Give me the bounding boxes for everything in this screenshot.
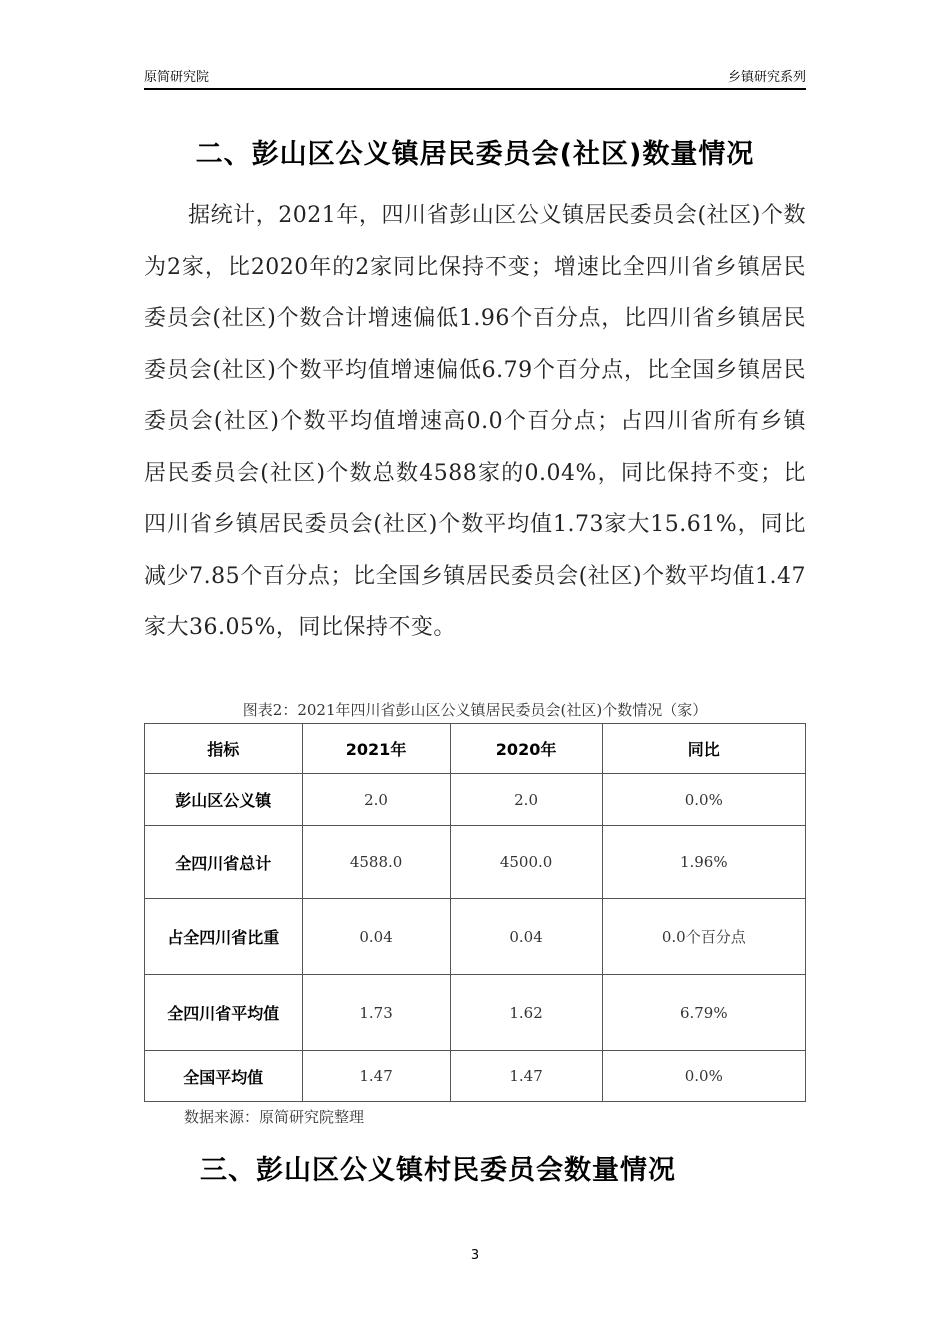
- table-row: [145, 899, 806, 975]
- cell-2021: 4588.0: [302, 826, 450, 899]
- header-2021: 2021年: [302, 724, 450, 774]
- cell-yoy: 1.96%: [602, 826, 805, 899]
- header-yoy: 同比: [602, 724, 805, 774]
- cell-2020: 4500.0: [450, 826, 602, 899]
- row-label: 全国平均值: [145, 1051, 303, 1102]
- section-2-title: 二、彭山区公义镇居民委员会(社区)数量情况: [195, 139, 755, 170]
- header-indicator: 指标: [145, 724, 303, 774]
- header-series: 乡镇研究系列: [727, 70, 806, 85]
- table-row: [145, 826, 806, 899]
- cell-2020: 1.62: [450, 975, 602, 1051]
- cell-yoy: 0.0%: [602, 774, 805, 826]
- cell-2021: 1.73: [302, 975, 450, 1051]
- cell-2020: 1.47: [450, 1051, 602, 1102]
- table-row: [145, 975, 806, 1051]
- cell-2021: 1.47: [302, 1051, 450, 1102]
- cell-2020: 0.04: [450, 899, 602, 975]
- data-table: [144, 723, 806, 1102]
- table-row: [145, 1051, 806, 1102]
- table-caption: 图表2：2021年四川省彭山区公义镇居民委员会(社区)个数情况（家）: [242, 701, 708, 719]
- section-3-title: 三、彭山区公义镇村民委员会数量情况: [200, 1155, 676, 1186]
- page-header: [144, 66, 806, 90]
- cell-2020: 2.0: [450, 774, 602, 826]
- data-source-note: 数据来源：原简研究院整理: [184, 1108, 365, 1126]
- cell-yoy: 0.0%: [602, 1051, 805, 1102]
- header-publisher: 原简研究院: [144, 70, 210, 85]
- page-number: 3: [470, 1248, 480, 1263]
- cell-2021: 0.04: [302, 899, 450, 975]
- row-label: 占全四川省比重: [145, 899, 303, 975]
- table-row: [145, 774, 806, 826]
- row-label: 彭山区公义镇: [145, 774, 303, 826]
- section-2-paragraph: 据统计，2021年，四川省彭山区公义镇居民委员会(社区)个数为2家，比2020年的2家同比保持不变；增速比全四川省乡镇居民委员会(社区)个数合计增速偏低1.96个百分点，比四川省乡镇居民委员会(社区)个数平均值增速偏低6.79个百分点，比全国乡镇居民委员会(社区)个数平均值增速高0.0个百分点；占四川省所有乡镇居民委员会(社区)个数总数4588家的0.04%，同比保持不变；比四川省乡镇居民委员会(社区)个数平均值1.73家大15.61%，同比减少7.85个百分点；比全国乡镇居民委员会(社区)个数平均值1.47家大36.05%，同比保持不变。: [144, 203, 806, 640]
- row-label: 全四川省总计: [145, 826, 303, 899]
- cell-2021: 2.0: [302, 774, 450, 826]
- header-2020: 2020年: [450, 724, 602, 774]
- cell-yoy: 0.0个百分点: [602, 899, 805, 975]
- cell-yoy: 6.79%: [602, 975, 805, 1051]
- row-label: 全四川省平均值: [145, 975, 303, 1051]
- table-header-row: [145, 724, 806, 774]
